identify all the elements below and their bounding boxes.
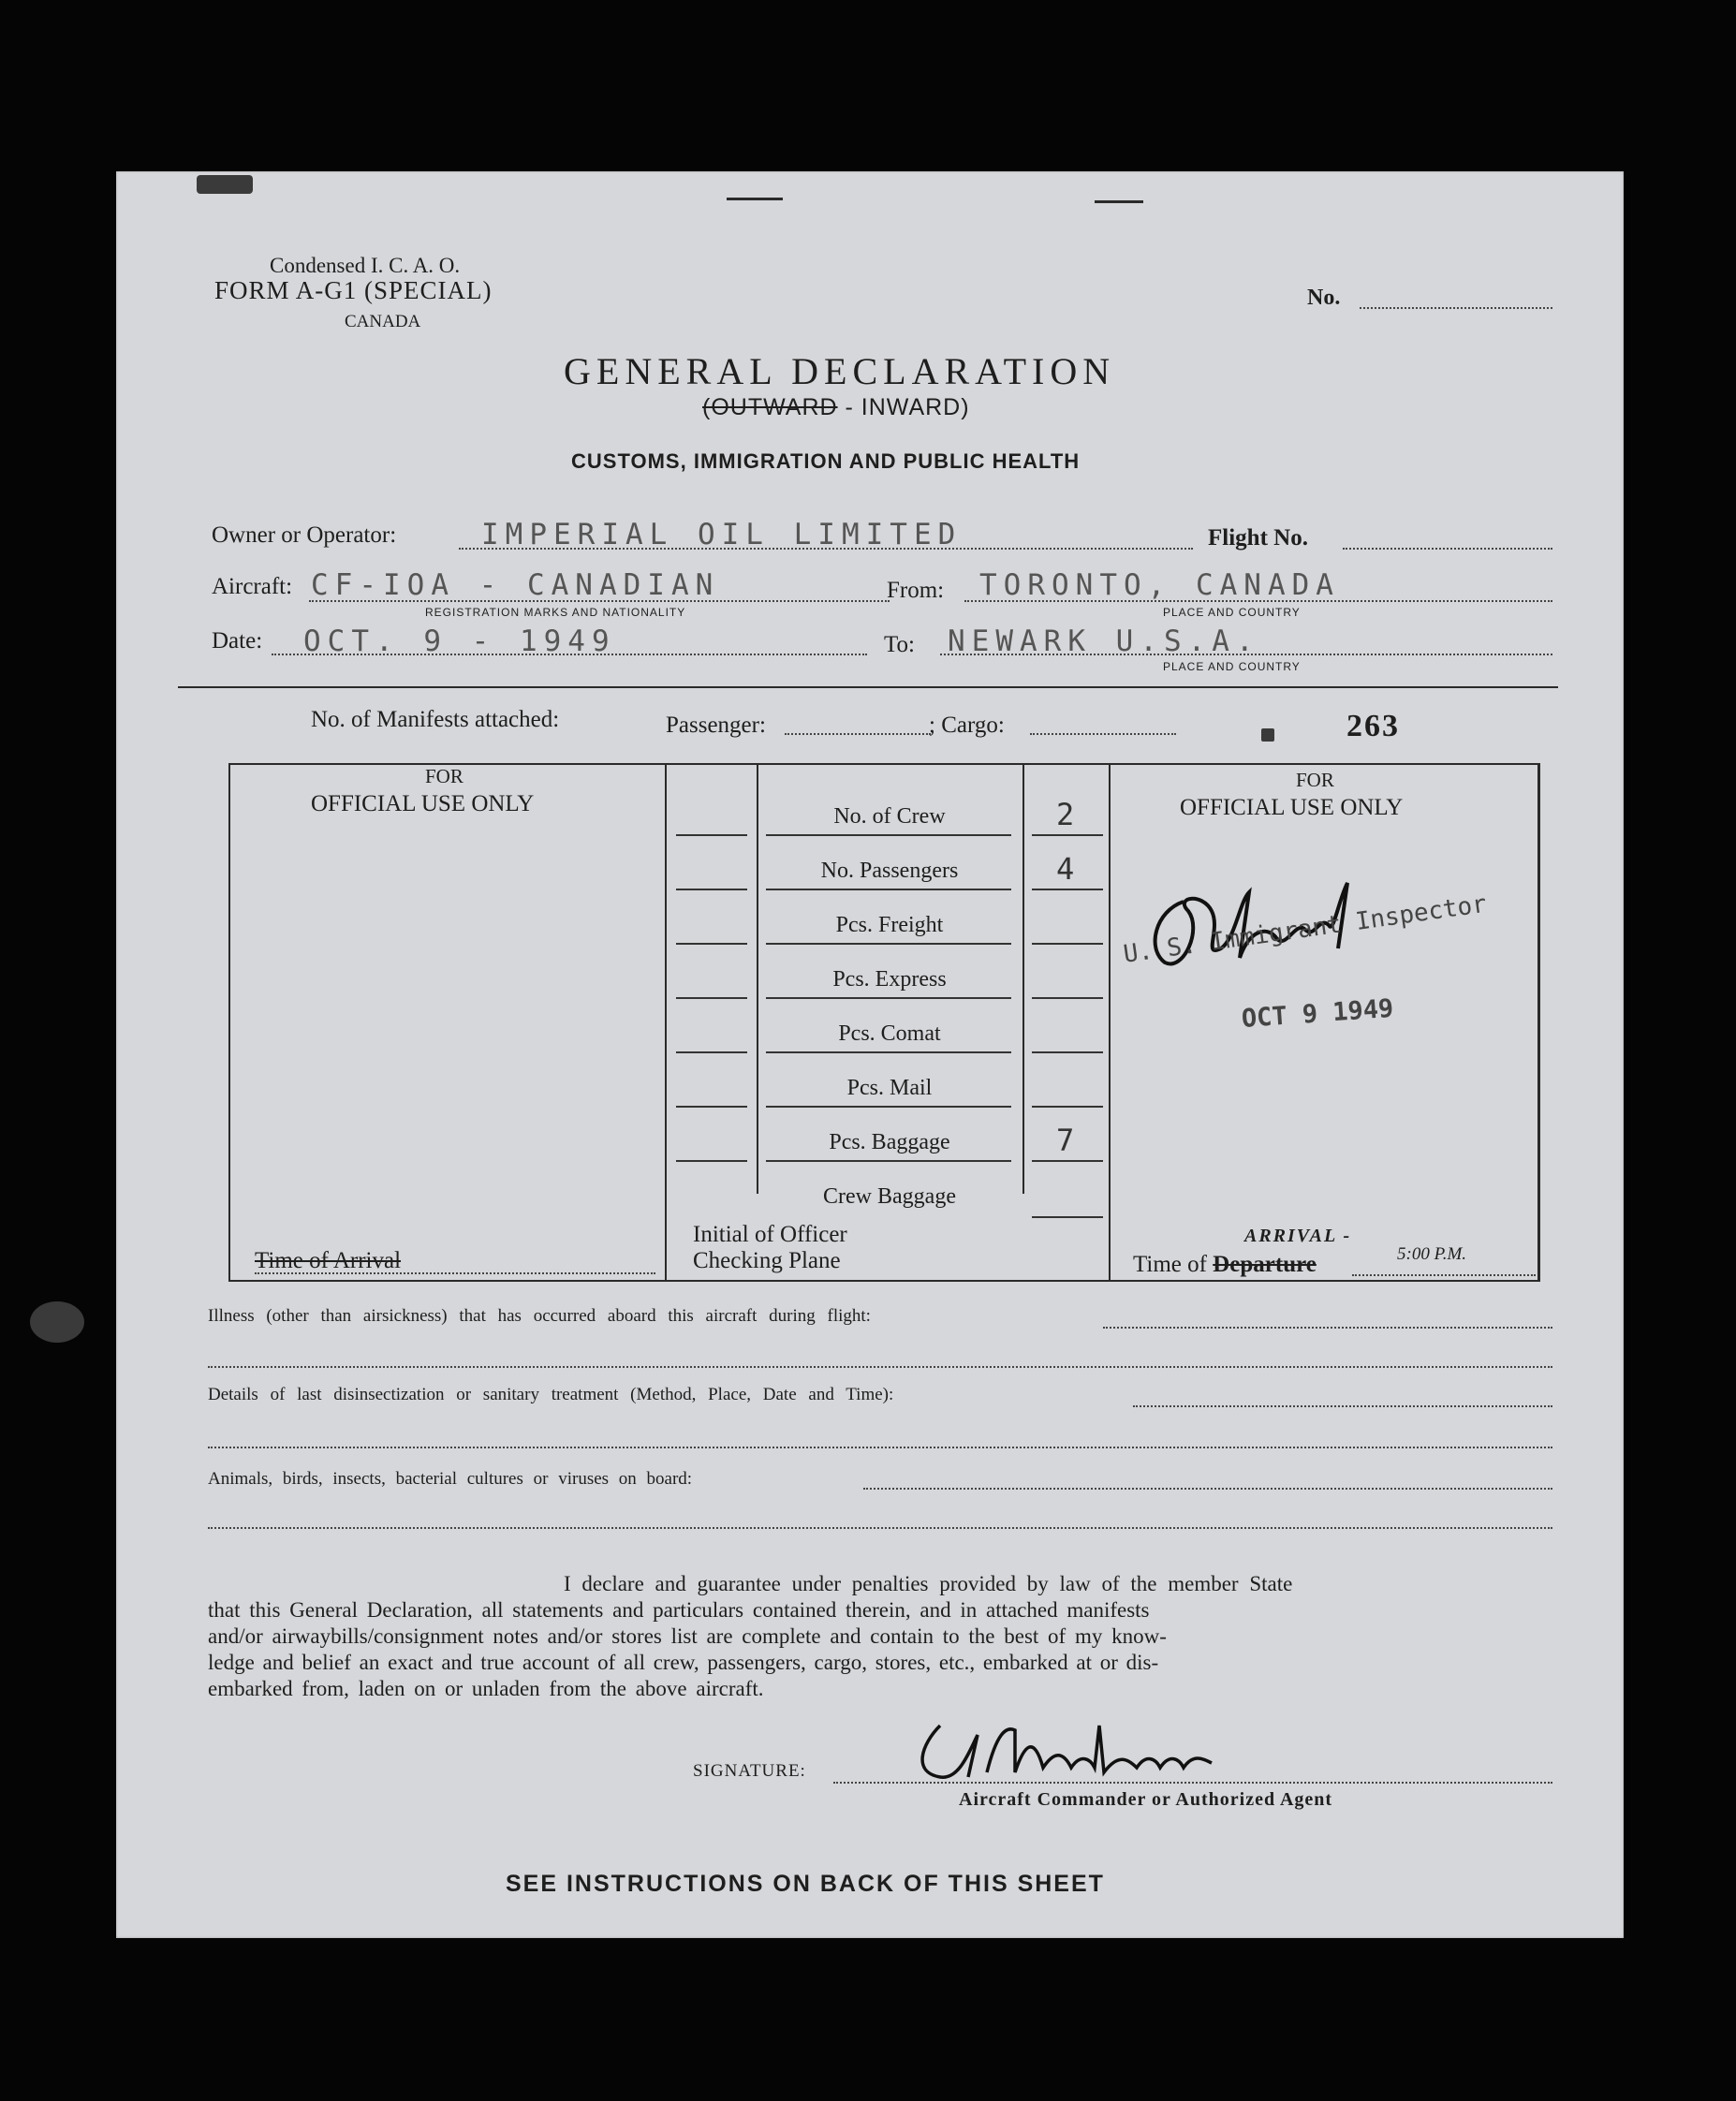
form-code-line2: FORM A-G1 (SPECIAL) xyxy=(214,276,493,304)
table-row-value: 7 xyxy=(1056,1123,1081,1158)
checking-plane-label: Checking Plane xyxy=(693,1248,841,1273)
table-divider-left xyxy=(665,763,667,1280)
table-row-rule xyxy=(1032,943,1103,945)
direction-line xyxy=(702,394,970,421)
table-row-rule xyxy=(1032,1106,1103,1108)
table-row-rule xyxy=(766,997,1011,999)
table-row-rule xyxy=(766,1051,1011,1053)
table-left-border xyxy=(228,763,230,1280)
aircraft-value: CF-IOA - CANADIAN xyxy=(311,568,720,602)
signature-label: SIGNATURE: xyxy=(693,1761,806,1781)
table-row-rule xyxy=(676,1106,747,1108)
animals-line-2 xyxy=(208,1527,1552,1529)
table-row-label: No. Passengers xyxy=(820,859,959,883)
serial-number: 263 xyxy=(1346,709,1400,743)
form-number-label: No. xyxy=(1307,286,1341,310)
left-official-use-label: OFFICIAL USE ONLY xyxy=(311,791,535,816)
table-row-rule xyxy=(1032,834,1103,836)
table-row-label: No. of Crew xyxy=(833,804,946,829)
table-row-rule xyxy=(676,943,747,945)
time-of-arrival-label: Time of Arrival xyxy=(255,1248,402,1273)
table-row-label: Pcs. Comat xyxy=(838,1021,941,1046)
inspector-stamp-title: U. S. Immigrant Inspector xyxy=(1121,889,1489,969)
initial-officer-label: Initial of Officer xyxy=(693,1222,847,1247)
from-value: TORONTO, CANADA xyxy=(979,568,1340,602)
time-of-arrival-line xyxy=(255,1272,655,1274)
aircraft-label: Aircraft: xyxy=(212,574,293,599)
table-row-label: Pcs. Express xyxy=(832,967,947,992)
declaration-line-5: embarked from, laden on or unladen from the above aircraft. xyxy=(208,1677,764,1700)
table-row-rule xyxy=(1032,1160,1103,1162)
flight-line xyxy=(1343,548,1552,550)
table-row-rule xyxy=(766,1106,1011,1108)
from-caption: PLACE AND COUNTRY xyxy=(1163,606,1301,619)
table-divider-inner-right xyxy=(1022,763,1024,1194)
declaration-sheet xyxy=(116,171,1624,1938)
instructions-footer: SEE INSTRUCTIONS ON BACK OF THIS SHEET xyxy=(506,1871,1105,1897)
form-code-line3: CANADA xyxy=(345,312,421,331)
table-row-label: Crew Baggage xyxy=(823,1184,956,1209)
ink-blot xyxy=(30,1301,84,1343)
owner-value: IMPERIAL OIL LIMITED xyxy=(481,518,963,551)
animals-label: Animals, birds, insects, bacterial cultures or viruses on board: xyxy=(208,1469,693,1489)
flight-label: Flight No. xyxy=(1208,525,1308,551)
table-row-rule xyxy=(676,997,747,999)
animals-line-1 xyxy=(863,1488,1552,1490)
cargo-manifest-label: ; Cargo: xyxy=(929,713,1005,738)
direction-inward: INWARD) xyxy=(861,394,970,420)
time-of-text: Time of xyxy=(1133,1252,1207,1277)
table-right-border xyxy=(1537,763,1540,1280)
time-of-label xyxy=(1133,1252,1317,1278)
table-row-label: Pcs. Mail xyxy=(846,1076,933,1100)
table-row-label: Pcs. Baggage xyxy=(829,1130,950,1154)
table-row-rule xyxy=(1032,997,1103,999)
illness-line-1 xyxy=(1103,1327,1552,1329)
to-caption: PLACE AND COUNTRY xyxy=(1163,660,1301,673)
direction-separator: - xyxy=(837,394,861,420)
cargo-manifest-line xyxy=(1030,733,1176,735)
signature-caption: Aircraft Commander or Authorized Agent xyxy=(959,1789,1333,1810)
table-row-rule xyxy=(766,834,1011,836)
disinsect-line-2 xyxy=(208,1447,1552,1448)
owner-label: Owner or Operator: xyxy=(212,522,397,548)
table-row-rule xyxy=(766,1160,1011,1162)
declaration-line-4: ledge and belief an exact and true account of all crew, passengers, cargo, stores, etc., embarked at or dis- xyxy=(208,1651,1159,1674)
time-of-departure-value: 5:00 P.M. xyxy=(1397,1244,1467,1264)
declaration-line-1: I declare and guarantee under penalties provided by law of the member State xyxy=(564,1572,1293,1595)
right-official-use-label: OFFICIAL USE ONLY xyxy=(1180,795,1404,820)
passenger-manifest-label: Passenger: xyxy=(666,713,766,738)
top-dash-mark xyxy=(727,198,783,200)
manifests-label: No. of Manifests attached: xyxy=(311,707,560,732)
to-label: To: xyxy=(884,632,915,657)
inspector-stamp-date: OCT 9 1949 xyxy=(1240,993,1395,1034)
table-row-rule xyxy=(1032,1051,1103,1053)
table-rows-bottom-rule xyxy=(1032,1216,1103,1218)
table-divider-right xyxy=(1109,763,1111,1280)
passenger-manifest-line xyxy=(785,733,931,735)
form-number-line xyxy=(1360,307,1552,309)
page-subtitle: CUSTOMS, IMMIGRATION AND PUBLIC HEALTH xyxy=(571,449,1081,473)
header-divider xyxy=(178,686,1558,688)
departure-struck-text: Departure xyxy=(1213,1252,1317,1277)
table-row-label: Pcs. Freight xyxy=(835,913,944,937)
left-for-label: FOR xyxy=(425,765,463,787)
to-value: NEWARK U.S.A. xyxy=(948,624,1260,658)
page-title: GENERAL DECLARATION xyxy=(564,350,1116,392)
table-row-rule xyxy=(766,889,1011,890)
torn-corner-mark xyxy=(197,175,253,194)
illness-label: Illness (other than airsickness) that has occurred aboard this aircraft during flight: xyxy=(208,1306,871,1326)
table-row-value: 4 xyxy=(1056,851,1081,887)
date-value: OCT. 9 - 1949 xyxy=(303,624,616,658)
date-label: Date: xyxy=(212,628,263,654)
time-of-departure-line xyxy=(1352,1274,1536,1276)
aircraft-caption: REGISTRATION MARKS AND NATIONALITY xyxy=(425,606,686,619)
disinsect-label: Details of last disinsectization or sanitary treatment (Method, Place, Date and Time): xyxy=(208,1385,894,1404)
table-row-rule xyxy=(676,889,747,890)
table-row-rule xyxy=(1032,889,1103,890)
table-row-rule xyxy=(766,943,1011,945)
from-label: From: xyxy=(887,578,945,603)
serial-mark xyxy=(1261,728,1274,742)
declaration-line-3: and/or airwaybills/consignment notes and/or stores list are complete and contain to the best of my know- xyxy=(208,1624,1167,1648)
top-dash-mark xyxy=(1095,200,1143,203)
illness-line-2 xyxy=(208,1366,1552,1368)
disinsect-line-1 xyxy=(1133,1405,1552,1407)
commander-signature xyxy=(912,1716,1249,1791)
table-bottom-border xyxy=(228,1280,1540,1282)
form-code-line1: Condensed I. C. A. O. xyxy=(270,254,461,277)
declaration-line-2: that this General Declaration, all statements and particulars contained therein, and in attached manifests xyxy=(208,1598,1150,1622)
arrival-handwritten-note: ARRIVAL - xyxy=(1244,1226,1352,1246)
direction-outward: (OUTWARD xyxy=(702,394,838,420)
table-row-rule xyxy=(676,1051,747,1053)
right-for-label: FOR xyxy=(1296,769,1334,791)
table-row-rule xyxy=(676,834,747,836)
table-row-rule xyxy=(676,1160,747,1162)
table-row-value: 2 xyxy=(1056,797,1081,832)
